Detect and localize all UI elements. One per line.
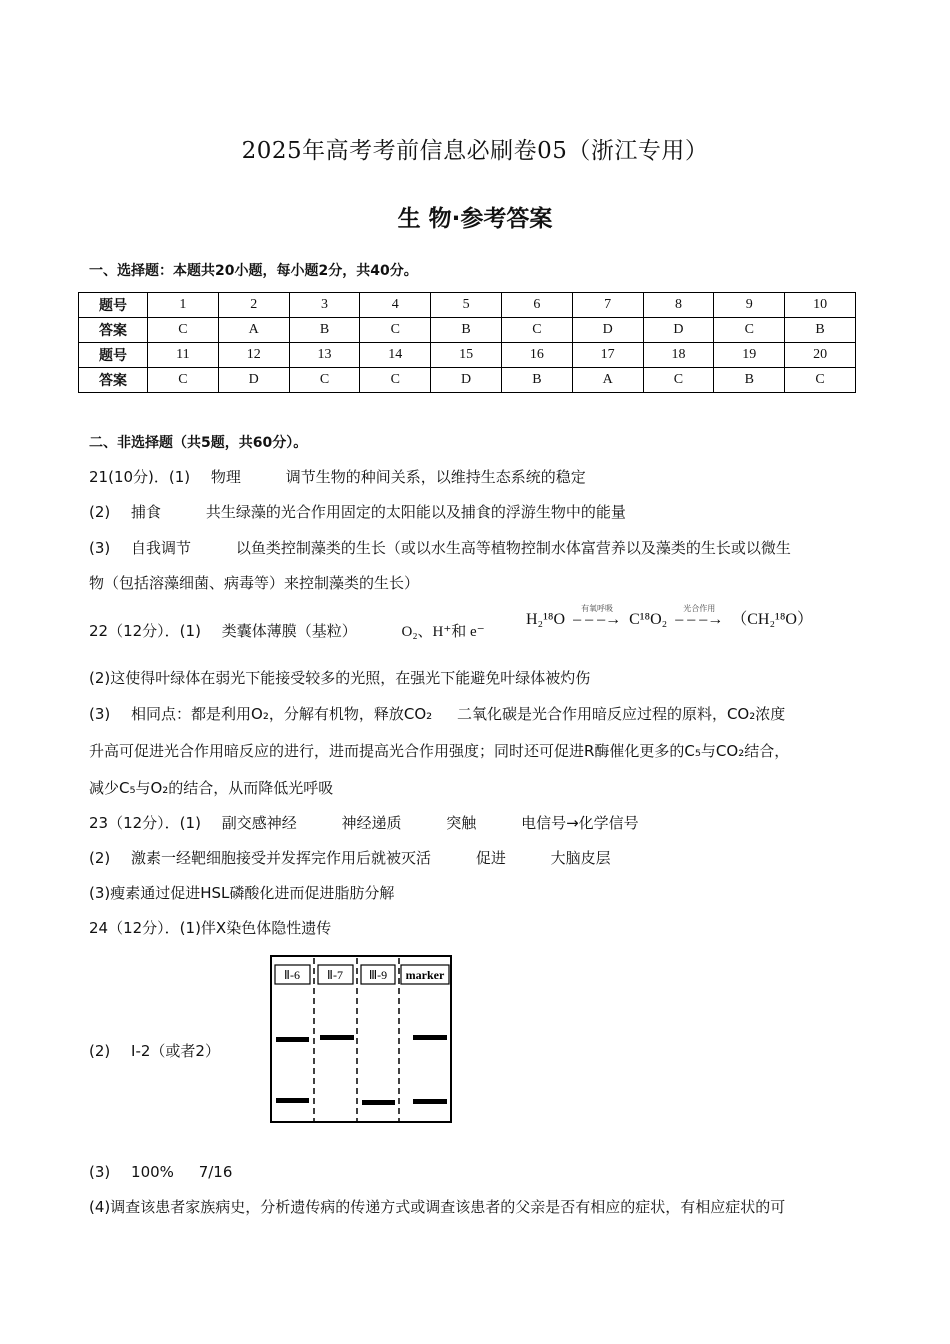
q23-line2: [89, 848, 611, 868]
q21-ans2: 调节生物的种间关系，以维持生态系统的稳定: [285, 468, 586, 486]
q23-line1: [89, 813, 639, 833]
q24-ans2: 100%: [131, 1163, 174, 1181]
table-cell: 17: [572, 343, 643, 368]
q22-ans3: 相同点：都是利用O₂，分解有机物，释放CO₂: [131, 705, 433, 723]
table-cell: 5: [431, 293, 502, 318]
lane-label: Ⅱ-7: [327, 968, 343, 982]
table-cell: B: [501, 368, 572, 393]
q24-line1: 24（12分）．(1)伴X染色体隐性遗传: [89, 919, 332, 937]
table-cell: 14: [360, 343, 431, 368]
table-row: [79, 343, 856, 368]
q22-line2: (2)这使得叶绿体在弱光下能接受较多的光照，在强光下能避免叶绿体被灼伤: [89, 669, 591, 687]
arrow-right-icon: 光合作用 – – –→: [675, 604, 724, 628]
table-cell: C: [643, 368, 714, 393]
q21-line1: [89, 467, 586, 487]
q22-line3: [89, 704, 785, 724]
q23-ans4: 电信号→化学信号: [521, 814, 639, 832]
page-title: 2025年高考考前信息必刷卷05（浙江专用）: [241, 138, 709, 164]
q22-ans2: O₂、H⁺和 e⁻: [401, 624, 485, 640]
table-cell: 2: [218, 293, 289, 318]
table-cell: 9: [714, 293, 785, 318]
q21-ans4: 共生绿藻的光合作用固定的太阳能以及捕食的浮游生物中的能量: [205, 503, 626, 521]
gel-band: [320, 1035, 354, 1040]
q23-ans1: 副交感神经: [221, 814, 297, 832]
table-cell: C: [148, 318, 219, 343]
eq-co2: C¹⁸O₂: [629, 611, 668, 628]
q22-ans4: 二氧化碳是光合作用暗反应过程的原料，CO₂浓度: [456, 705, 786, 723]
q22-part3: (3): [89, 705, 111, 723]
eq-sugar: （CH₂¹⁸O）: [731, 611, 813, 628]
table-row: [79, 318, 856, 343]
q22-number: 22（12分）．(1): [89, 622, 201, 640]
q23-line3: (3)瘦素通过促进HSL磷酸化进而促进脂肪分解: [89, 884, 395, 902]
row-label: 题号: [79, 293, 148, 318]
q23-ans2: 神经递质: [341, 814, 402, 832]
arrow-right-icon: 有氧呼吸 – – –→: [573, 604, 622, 628]
table-cell: D: [643, 318, 714, 343]
q23-ans6: 促进: [475, 849, 506, 867]
page-subtitle: 生 物·参考答案: [397, 206, 553, 232]
table-cell: 15: [431, 343, 502, 368]
q24-part2: (2): [89, 1042, 111, 1060]
table-cell: 18: [643, 343, 714, 368]
q24-line2: [89, 1041, 220, 1061]
q23-number: 23（12分）．(1): [89, 814, 201, 832]
row-label: 答案: [79, 368, 148, 393]
gel-band: [413, 1035, 447, 1040]
table-cell: A: [218, 318, 289, 343]
table-cell: 19: [714, 343, 785, 368]
table-cell: C: [501, 318, 572, 343]
table-row: [79, 293, 856, 318]
gel-band: [276, 1037, 309, 1042]
q21-ans3: 捕食: [131, 503, 162, 521]
table-cell: D: [572, 318, 643, 343]
q21-part2: (2): [89, 503, 111, 521]
q24-line4: (4)调查该患者家族病史，分析遗传病的传递方式或调查该患者的父亲是否有相应的症状，有相应症状的可: [89, 1198, 786, 1216]
row-label: 答案: [79, 318, 148, 343]
table-cell: 11: [148, 343, 219, 368]
table-cell: A: [572, 368, 643, 393]
table-cell: C: [714, 318, 785, 343]
table-cell: 20: [785, 343, 856, 368]
gel-band: [413, 1099, 447, 1104]
gel-band: [362, 1100, 395, 1105]
section1-heading: 一、选择题：本题共20小题，每小题2分，共40分。: [89, 263, 418, 279]
q21-ans1: 物理: [210, 468, 241, 486]
table-cell: 12: [218, 343, 289, 368]
table-cell: D: [431, 368, 502, 393]
table-cell: 8: [643, 293, 714, 318]
q22-ans1: 类囊体薄膜（基粒）: [221, 622, 357, 640]
q21-line4: 物（包括溶藻细菌、病毒等）来控制藻类的生长）: [89, 574, 420, 592]
table-cell: 7: [572, 293, 643, 318]
table-cell: 10: [785, 293, 856, 318]
table-cell: C: [360, 368, 431, 393]
lane-label: Ⅲ-9: [368, 968, 388, 982]
table-cell: 13: [289, 343, 360, 368]
table-cell: 6: [501, 293, 572, 318]
gel-electrophoresis-diagram: [270, 955, 452, 1123]
q24-line3: [89, 1162, 232, 1182]
q21-ans5: 自我调节: [131, 539, 192, 557]
table-cell: C: [148, 368, 219, 393]
table-cell: D: [218, 368, 289, 393]
q21-ans6: 以鱼类控制藻类的生长（或以水生高等植物控制水体富营养以及藻类的生长或以微生: [235, 539, 791, 557]
q24-ans1: I-2（或者2）: [131, 1042, 220, 1060]
section2-heading: 二、非选择题（共5题，共60分）。: [89, 435, 308, 451]
table-cell: 4: [360, 293, 431, 318]
table-cell: C: [785, 368, 856, 393]
q24-ans3: 7/16: [198, 1163, 233, 1181]
table-cell: B: [714, 368, 785, 393]
q23-ans5: 激素一经靶细胞接受并发挥完作用后就被灭活: [131, 849, 432, 867]
q21-line2: [89, 502, 626, 522]
table-cell: 3: [289, 293, 360, 318]
q22-line5: 减少C₅与O₂的结合，从而降低光呼吸: [89, 779, 334, 797]
isotope-equation: [526, 606, 813, 629]
q22-line4: 升高可促进光合作用暗反应的进行，进而提高光合作用强度；同时还可促进R酶催化更多的C₅与CO₂结合，: [89, 742, 790, 760]
table-cell: C: [360, 318, 431, 343]
table-cell: C: [289, 368, 360, 393]
answer-table: [78, 292, 856, 393]
q24-part3: (3): [89, 1163, 111, 1181]
gel-band: [276, 1098, 309, 1103]
q21-part3: (3): [89, 539, 111, 557]
table-cell: B: [289, 318, 360, 343]
lane-label: Ⅱ-6: [284, 968, 300, 982]
lane-label: marker: [405, 968, 445, 982]
eq-caption-2: 光合作用: [683, 604, 716, 613]
table-row: [79, 368, 856, 393]
table-cell: 16: [501, 343, 572, 368]
eq-caption-1: 有氧呼吸: [581, 604, 614, 613]
q21-line3: [89, 538, 791, 558]
q23-ans3: 突触: [446, 814, 477, 832]
q22-line1: [89, 621, 485, 642]
table-cell: 1: [148, 293, 219, 318]
table-cell: B: [785, 318, 856, 343]
q23-ans7: 大脑皮层: [550, 849, 611, 867]
row-label: 题号: [79, 343, 148, 368]
table-cell: B: [431, 318, 502, 343]
eq-water: H₂¹⁸O: [526, 611, 566, 628]
q21-number: 21(10分)．(1): [89, 468, 191, 486]
q23-part2: (2): [89, 849, 111, 867]
